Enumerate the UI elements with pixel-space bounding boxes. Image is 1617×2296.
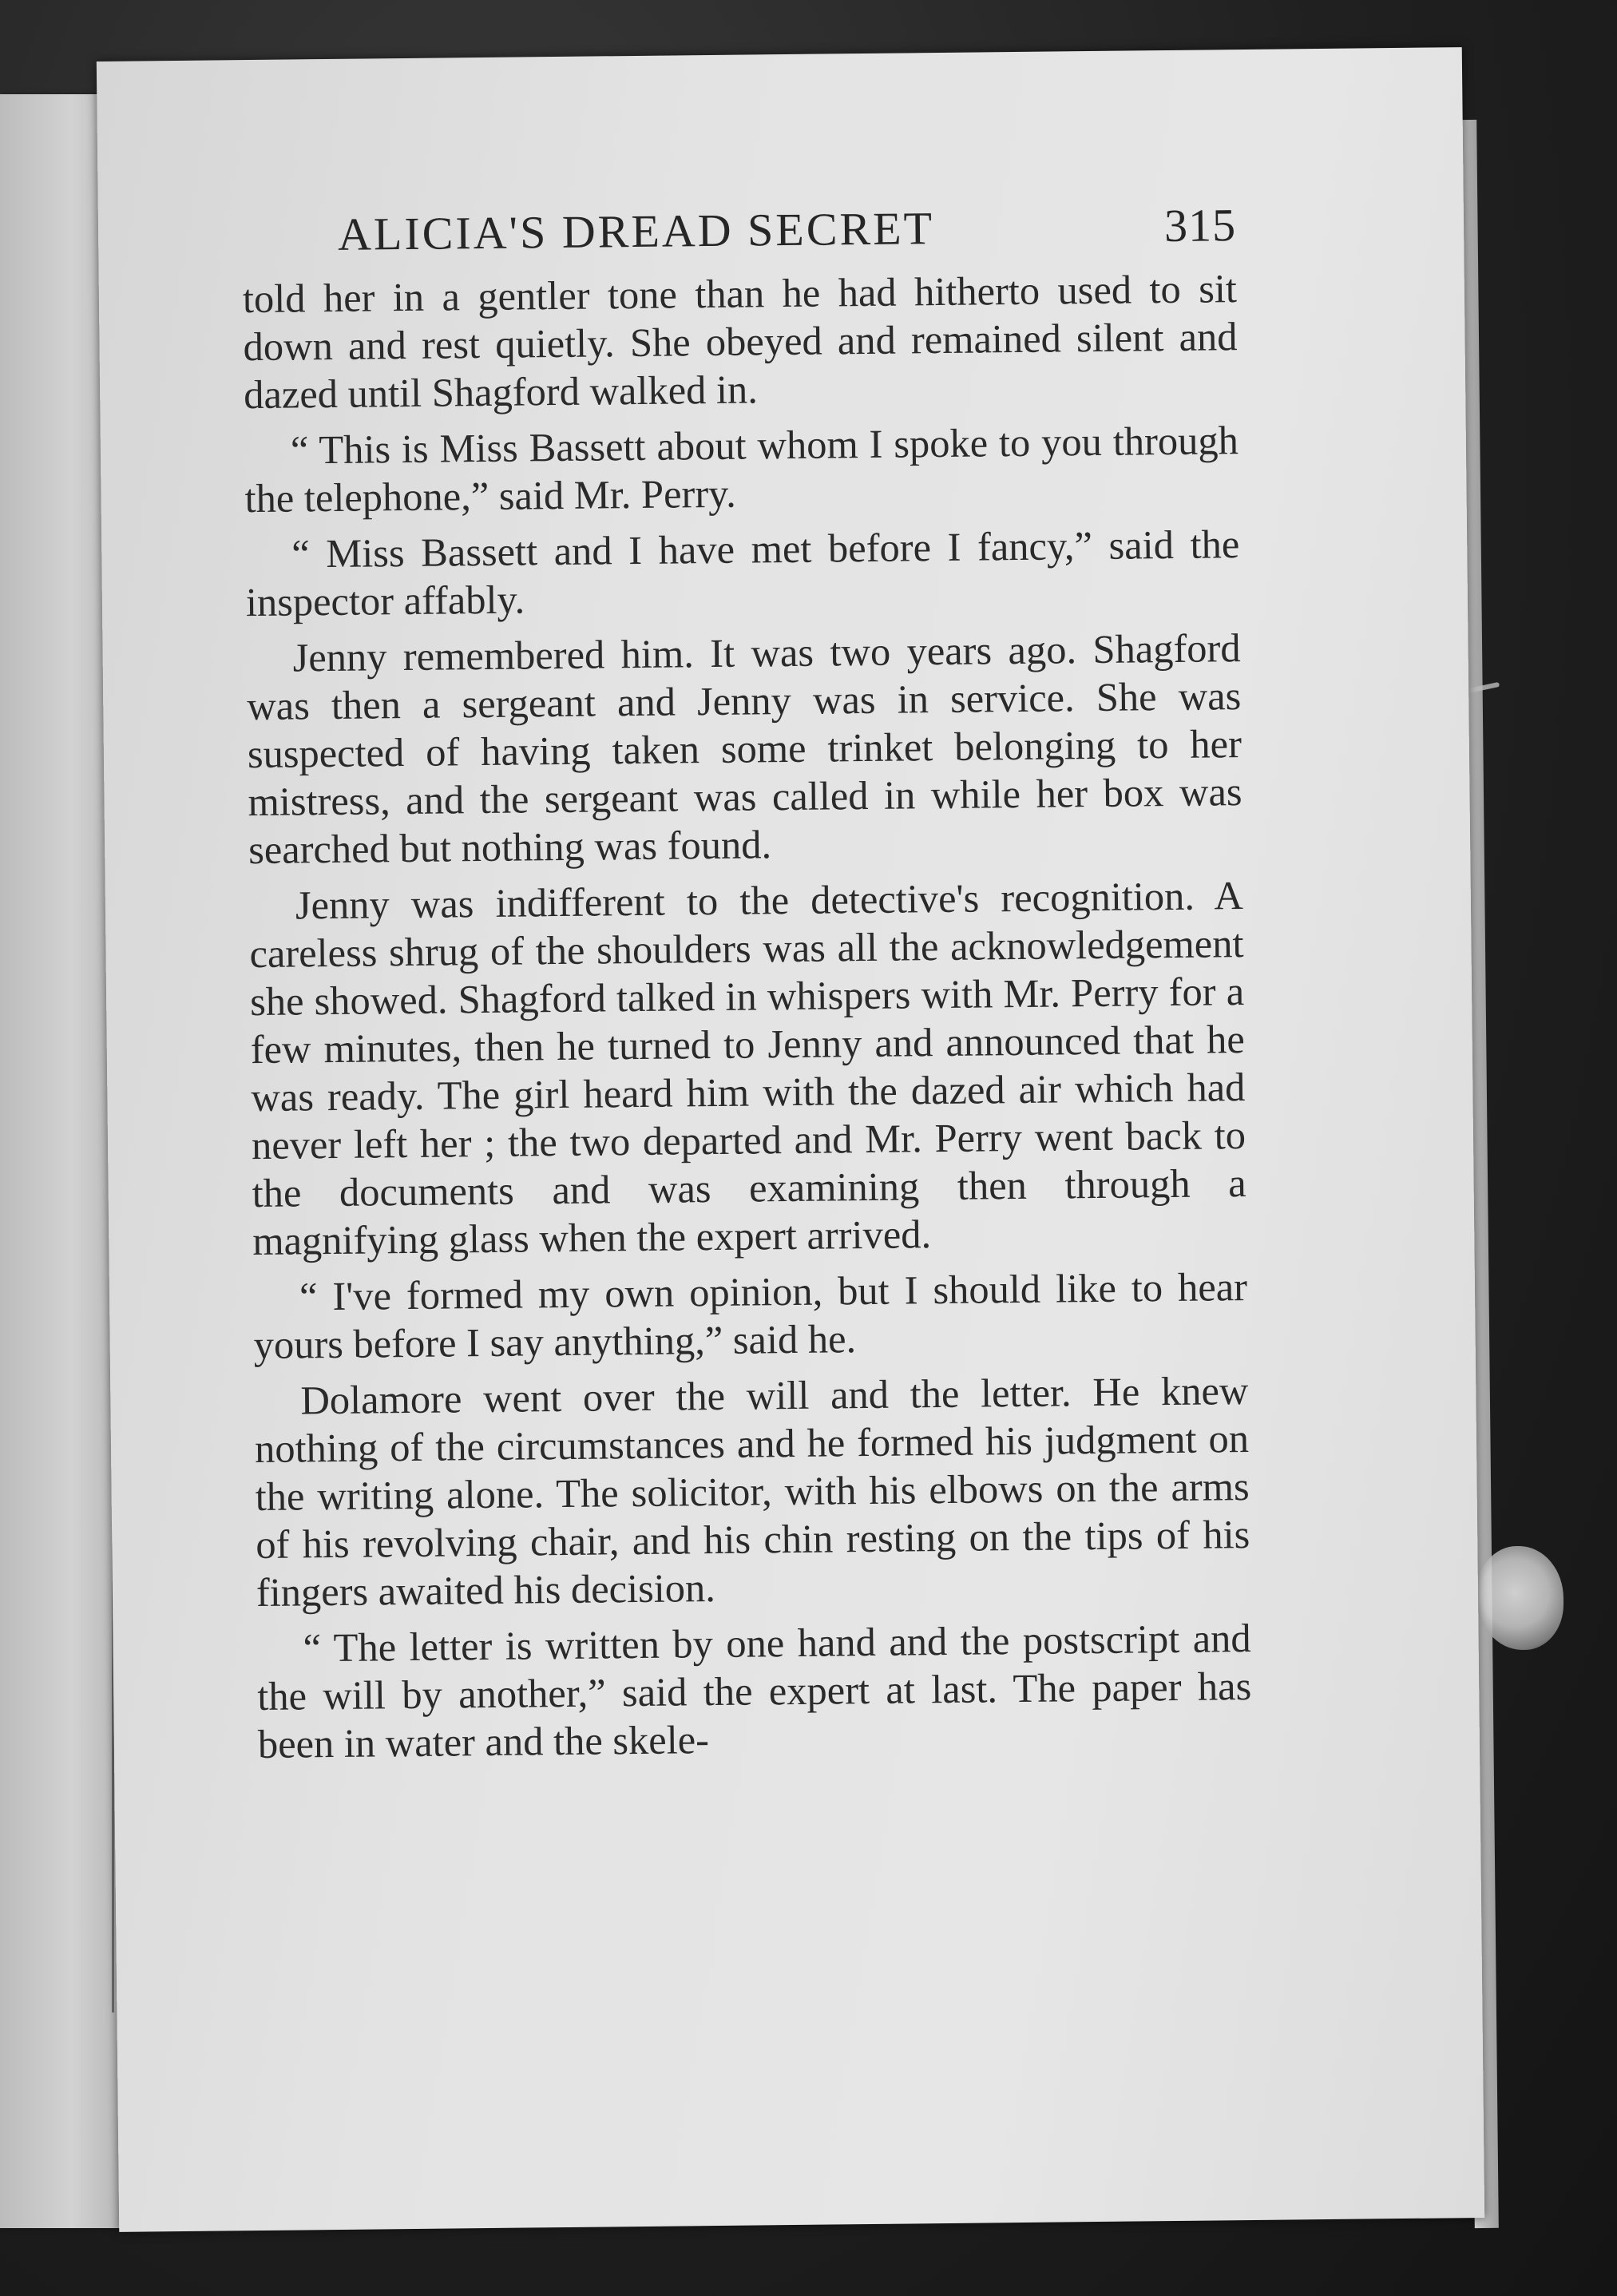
running-head: [242, 197, 1237, 264]
paragraph: Jenny was indifferent to the detective's recognition. A careless shrug of the shoulders was all the acknowledgement she showed. Shagford talked in whispers with Mr. Perry for a few minutes, then he turned to Jenny and announced that he was ready. The girl heard him with the dazed air which had never left her ; the two departed and Mr. Perry went back to the documents and was examining then through a magnifying glass when the expert arrived.: [249, 873, 1246, 1264]
paragraph: “ This is Miss Bassett about whom I spoke to you through the telephone,” said Mr. Perry.: [244, 418, 1239, 521]
paragraph: told her in a gentler tone than he had hitherto used to sit down and rest quietly. She obeyed and remained silent and dazed until Shagford walked in.: [242, 266, 1238, 418]
paragraph: Dolamore went over the will and the letter. He knew nothing of the circumstances and he formed his judgment on the writing alone. The solicitor, with his elbows on the arms of his revolving chair, and his chin resting on the tips of his fingers awaited his decision.: [254, 1368, 1250, 1616]
page-number: 315: [1163, 199, 1237, 252]
text-block: [242, 197, 1252, 1776]
book-page: [97, 47, 1484, 2232]
paragraph: Jenny remembered him. It was two years ago. Shagford was then a sergeant and Jenny was in service. She was suspected of having taken some trinket belonging to her mistress, and the sergeant was called in while her box was searched but nothing was found.: [246, 625, 1242, 873]
paragraph: “ The letter is written by one hand and the postscript and the will by another,” said the expert at last. The paper has been in water and the skele-: [256, 1615, 1252, 1767]
running-title: ALICIA'S DREAD SECRET: [337, 202, 935, 260]
paragraph: “ I've formed my own opinion, but I should like to hear yours before I say anything,” said he.: [253, 1264, 1248, 1368]
paragraph: “ Miss Bassett and I have met before I fancy,” said the inspector affably.: [245, 521, 1240, 625]
